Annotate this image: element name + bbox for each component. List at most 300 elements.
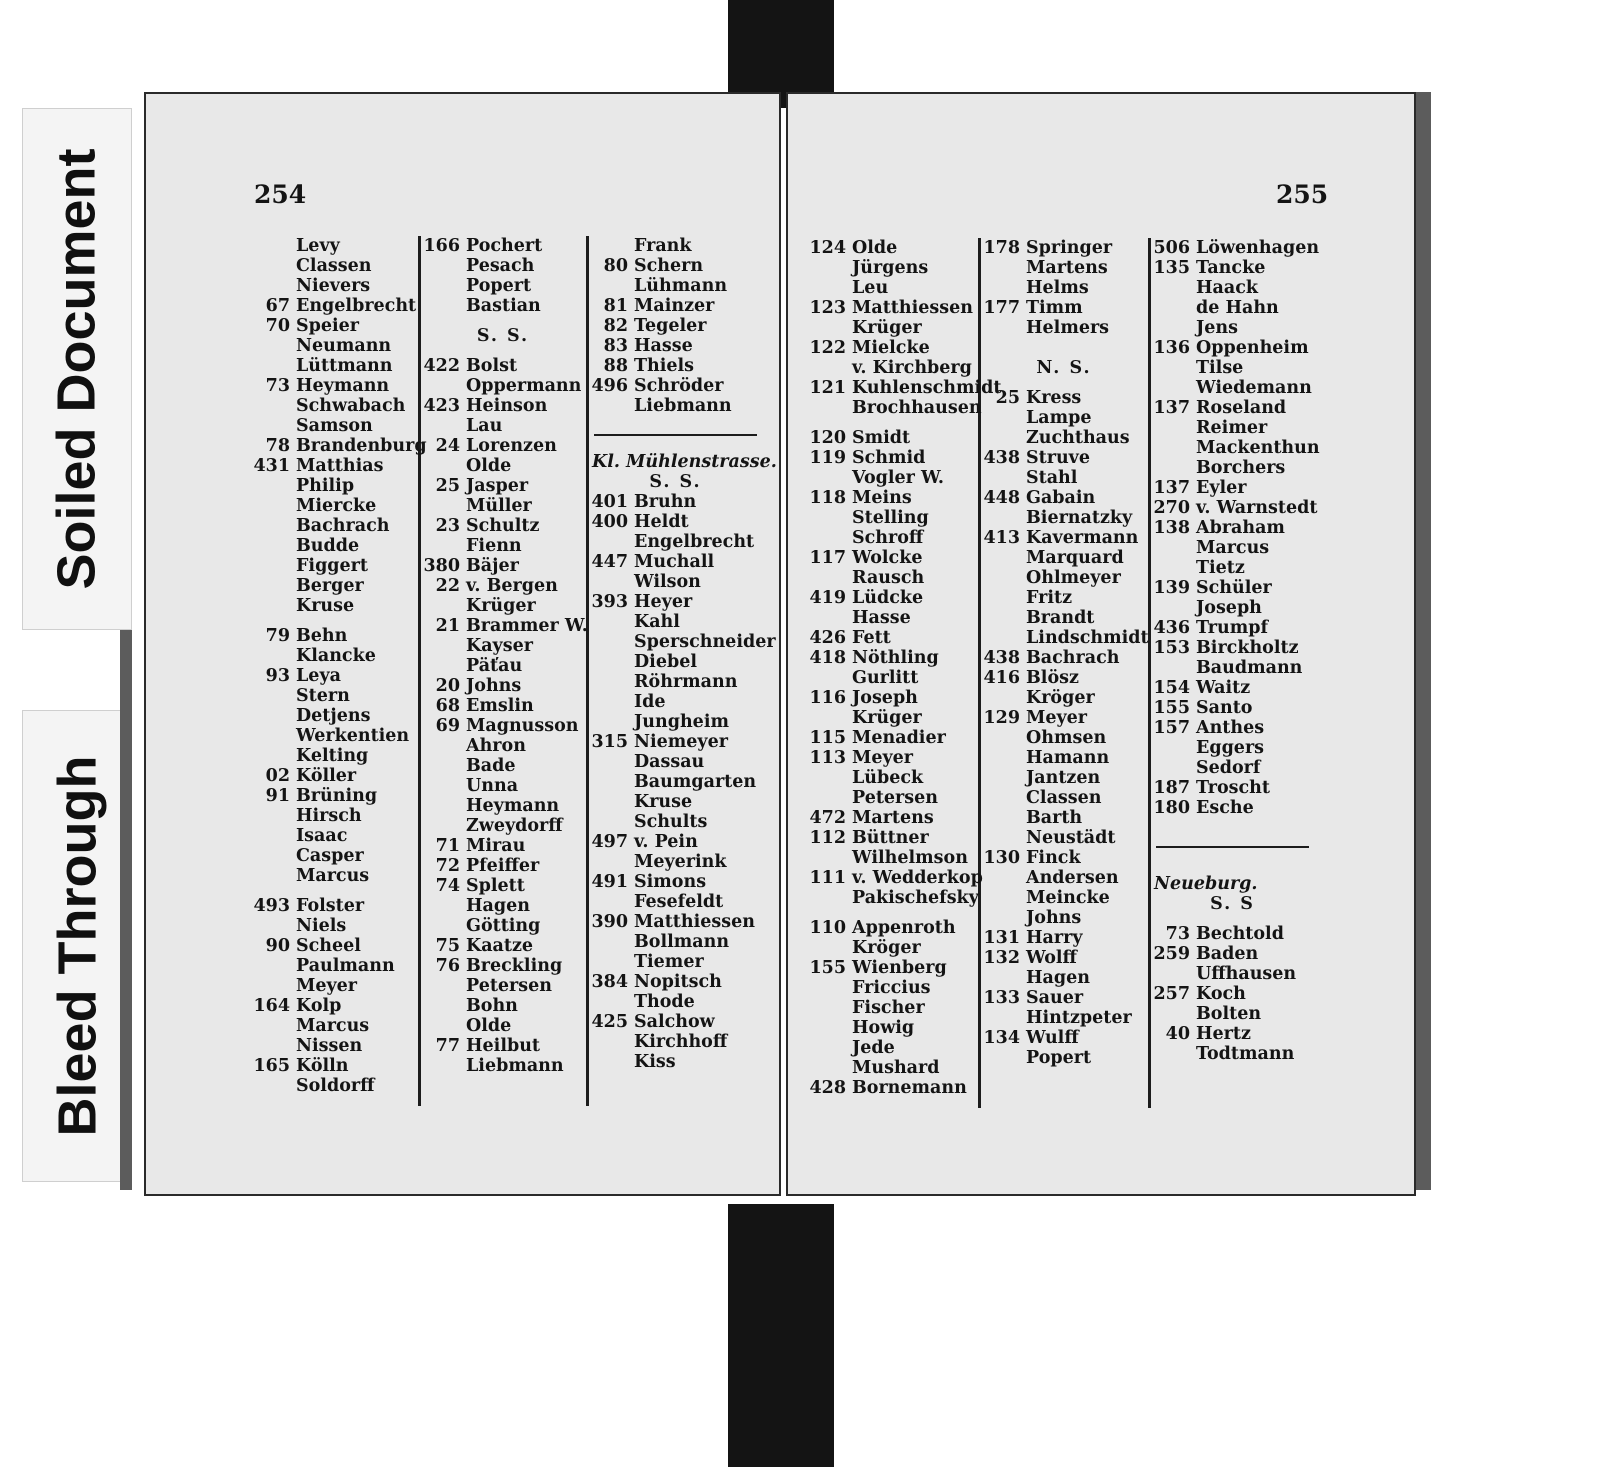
resident-name: Engelbrecht <box>634 532 755 552</box>
directory-entry <box>420 796 586 817</box>
resident-name: Schüler <box>1196 578 1272 598</box>
resident-name: Bade <box>466 756 516 776</box>
directory-entry <box>420 376 586 397</box>
directory-entry <box>1150 658 1315 679</box>
directory-entry <box>980 568 1148 589</box>
resident-name: Helmers <box>1026 318 1110 338</box>
resident-name: Leya <box>296 666 341 686</box>
resident-name: Thiels <box>634 356 695 376</box>
house-number: 113 <box>809 748 846 768</box>
directory-entry <box>420 716 586 737</box>
resident-name: Wilhelmson <box>852 848 968 868</box>
house-number: 164 <box>253 996 290 1016</box>
resident-name: Helms <box>1026 278 1089 298</box>
section-heading <box>420 326 586 347</box>
house-number: 384 <box>591 972 628 992</box>
directory-entry <box>250 866 418 887</box>
resident-name: Lorenzen <box>466 436 557 456</box>
directory-entry <box>980 908 1148 929</box>
directory-entry <box>420 936 586 957</box>
resident-name: Andersen <box>1026 868 1119 888</box>
section-heading <box>588 472 763 493</box>
resident-name: Santo <box>1196 698 1253 718</box>
directory-entry <box>980 1048 1148 1069</box>
directory-entry <box>588 1032 763 1053</box>
resident-name: Kelting <box>296 746 369 766</box>
resident-name: Kiss <box>634 1052 676 1072</box>
resident-name: Trumpf <box>1196 618 1268 638</box>
directory-entry <box>1150 618 1315 639</box>
resident-name: Lindschmidt <box>1026 628 1149 648</box>
house-number: 413 <box>983 528 1020 548</box>
house-number: 493 <box>253 896 290 916</box>
resident-name: Petersen <box>466 976 552 996</box>
resident-name: Diebel <box>634 652 697 672</box>
directory-entry <box>980 608 1148 629</box>
resident-name: Zuchthaus <box>1026 428 1130 448</box>
resident-name: Brammer W. <box>466 616 588 636</box>
directory-entry <box>250 436 427 457</box>
resident-name: Blösz <box>1026 668 1079 688</box>
resident-name: v. Warnstedt <box>1196 498 1318 518</box>
directory-entry <box>588 572 763 593</box>
directory-entry <box>420 776 586 797</box>
directory-entry <box>806 488 978 509</box>
directory-entry <box>806 258 978 279</box>
directory-entry <box>250 806 418 827</box>
resident-name: Götting <box>466 916 541 936</box>
directory-entry <box>806 708 978 729</box>
binding-strap-bottom <box>728 1204 834 1467</box>
house-number: 132 <box>983 948 1020 968</box>
house-number: 401 <box>591 492 628 512</box>
directory-entry <box>980 1028 1148 1049</box>
house-number: 134 <box>983 1028 1020 1048</box>
resident-name: Eyler <box>1196 478 1247 498</box>
directory-entry <box>980 408 1148 429</box>
spacer <box>1150 864 1315 874</box>
resident-name: Hasse <box>634 336 693 356</box>
directory-entry <box>980 708 1148 729</box>
resident-name: Menadier <box>852 728 946 748</box>
street-heading <box>1150 874 1315 895</box>
directory-entry <box>420 276 586 297</box>
directory-entry <box>420 836 586 857</box>
directory-entry <box>250 646 418 667</box>
resident-name: Soldorff <box>296 1076 375 1096</box>
house-number: 497 <box>591 832 628 852</box>
resident-name: Wilson <box>634 572 701 592</box>
house-number: 419 <box>809 588 846 608</box>
directory-entry <box>250 356 418 377</box>
directory-entry <box>980 488 1148 509</box>
directory-entry <box>980 278 1148 299</box>
resident-name: Joseph <box>852 688 918 708</box>
directory-entry <box>250 896 418 917</box>
resident-name: Kress <box>1026 388 1082 408</box>
directory-entry <box>1150 698 1315 719</box>
resident-name: Tancke <box>1196 258 1266 278</box>
resident-name: Meyer <box>296 976 358 996</box>
directory-entry <box>806 648 978 669</box>
directory-entry <box>806 1038 978 1059</box>
house-number: 93 <box>265 666 290 686</box>
resident-name: Behn <box>296 626 348 646</box>
house-number: 129 <box>983 708 1020 728</box>
directory-entry <box>420 696 586 717</box>
directory-entry <box>588 276 763 297</box>
resident-name: Pakischefsky <box>852 888 979 908</box>
directory-entry <box>806 568 978 589</box>
heading-text: N. S. <box>1036 358 1092 378</box>
house-number: 393 <box>591 592 628 612</box>
resident-name: Unna <box>466 776 519 796</box>
resident-name: Röhrmann <box>634 672 738 692</box>
directory-entry <box>1150 238 1320 259</box>
directory-entry <box>980 588 1148 609</box>
resident-name: Paulmann <box>296 956 395 976</box>
resident-name: Gurlitt <box>852 668 919 688</box>
directory-entry <box>806 1018 978 1039</box>
resident-name: Frank <box>634 236 692 256</box>
house-number: 131 <box>983 928 1020 948</box>
resident-name: Figgert <box>296 556 368 576</box>
resident-name: Olde <box>466 456 512 476</box>
resident-name: Breckling <box>466 956 563 976</box>
directory-entry <box>806 998 978 1019</box>
house-number: 491 <box>591 872 628 892</box>
resident-name: Finck <box>1026 848 1081 868</box>
directory-entry <box>980 528 1148 549</box>
directory-entry <box>250 846 418 867</box>
resident-name: Roseland <box>1196 398 1287 418</box>
heading-text: Kl. Mühlenstrasse. <box>592 452 777 472</box>
spacer <box>806 908 978 918</box>
directory-entry <box>588 552 763 573</box>
resident-name: Stelling <box>852 508 929 528</box>
resident-name: Baumgarten <box>634 772 757 792</box>
resident-name: Reimer <box>1196 418 1268 438</box>
directory-entry <box>420 436 586 457</box>
resident-name: Isaac <box>296 826 348 846</box>
house-number: 400 <box>591 512 628 532</box>
resident-name: Bechtold <box>1196 924 1284 944</box>
house-number: 73 <box>265 376 290 396</box>
resident-name: Schroff <box>852 528 924 548</box>
directory-entry <box>588 1012 763 1033</box>
resident-name: Krüger <box>852 318 922 338</box>
directory-entry <box>588 336 763 357</box>
book-spine-edge-left <box>120 630 132 1190</box>
directory-entry <box>588 612 763 633</box>
directory-entry <box>806 358 978 379</box>
resident-name: Friccius <box>852 978 931 998</box>
resident-name: Ahron <box>466 736 526 756</box>
directory-entry <box>806 378 1002 399</box>
resident-name: Nöthling <box>852 648 939 668</box>
house-number: 40 <box>1165 1024 1190 1044</box>
resident-name: Schern <box>634 256 704 276</box>
resident-name: Philip <box>296 476 355 496</box>
directory-entry <box>980 768 1148 789</box>
directory-entry <box>980 508 1148 529</box>
resident-name: Popert <box>1026 1048 1092 1068</box>
resident-name: Classen <box>1026 788 1102 808</box>
house-number: 88 <box>603 356 628 376</box>
resident-name: Budde <box>296 536 360 556</box>
house-number: 83 <box>603 336 628 356</box>
resident-name: Detjens <box>296 706 371 726</box>
resident-name: Marcus <box>296 1016 370 1036</box>
house-number: 138 <box>1153 518 1190 538</box>
resident-name: Sedorf <box>1196 758 1261 778</box>
resident-name: Tietz <box>1196 558 1245 578</box>
spacer <box>420 316 586 326</box>
directory-entry <box>1150 924 1315 945</box>
directory-entry <box>980 728 1148 749</box>
resident-name: Oppermann <box>466 376 582 396</box>
resident-name: Hirsch <box>296 806 362 826</box>
directory-entry <box>588 592 763 613</box>
resident-name: Stahl <box>1026 468 1078 488</box>
directory-entry <box>1150 798 1315 819</box>
resident-name: Sperschneider <box>634 632 776 652</box>
directory-entry <box>806 278 978 299</box>
directory-entry <box>420 1056 586 1077</box>
resident-name: Lübeck <box>852 768 924 788</box>
directory-entry <box>980 428 1148 449</box>
directory-entry <box>420 396 586 417</box>
house-number: 154 <box>1153 678 1190 698</box>
house-number: 438 <box>983 448 1020 468</box>
resident-name: Müller <box>466 496 532 516</box>
directory-entry <box>588 296 763 317</box>
directory-entry <box>420 736 586 757</box>
directory-entry <box>588 952 763 973</box>
resident-name: Dassau <box>634 752 705 772</box>
resident-name: Ohlmeyer <box>1026 568 1121 588</box>
directory-entry <box>420 496 586 517</box>
resident-name: v. Wedderkop <box>852 868 983 888</box>
resident-name: Fischer <box>852 998 925 1018</box>
house-number: 120 <box>809 428 846 448</box>
directory-entry <box>806 888 978 909</box>
resident-name: Mainzer <box>634 296 715 316</box>
directory-entry <box>806 628 978 649</box>
resident-name: v. Bergen <box>466 576 558 596</box>
resident-name: Bachrach <box>1026 648 1120 668</box>
bleed-through-label: Bleed Through <box>22 710 132 1182</box>
resident-name: Heldt <box>634 512 689 532</box>
spacer <box>806 418 978 428</box>
resident-name: Kahl <box>634 612 680 632</box>
resident-name: Niels <box>296 916 347 936</box>
house-number: 178 <box>983 238 1020 258</box>
directory-entry <box>1150 1004 1315 1025</box>
house-number: 123 <box>809 298 846 318</box>
directory-entry <box>250 686 418 707</box>
house-number: 177 <box>983 298 1020 318</box>
directory-entry <box>250 516 418 537</box>
resident-name: Kaatze <box>466 936 534 956</box>
house-number: 115 <box>809 728 846 748</box>
directory-entry <box>420 236 586 257</box>
directory-entry <box>588 316 763 337</box>
house-number: 72 <box>435 856 460 876</box>
resident-name: Esche <box>1196 798 1254 818</box>
directory-entry <box>250 596 418 617</box>
directory-entry <box>1150 778 1315 799</box>
directory-entry <box>420 1036 586 1057</box>
directory-entry <box>420 256 586 277</box>
directory-entry <box>1150 638 1315 659</box>
directory-entry <box>250 296 418 317</box>
directory-entry <box>1150 538 1315 559</box>
directory-entry <box>1150 678 1315 699</box>
directory-entry <box>420 896 586 917</box>
directory-entry <box>588 992 763 1013</box>
directory-entry <box>420 816 586 837</box>
resident-name: Nissen <box>296 1036 363 1056</box>
directory-entry <box>420 656 586 677</box>
directory-entry <box>980 258 1148 279</box>
resident-name: Hamann <box>1026 748 1110 768</box>
resident-name: Bohn <box>466 996 518 1016</box>
house-number: 426 <box>809 628 846 648</box>
house-number: 90 <box>265 936 290 956</box>
house-number: 259 <box>1153 944 1190 964</box>
directory-entry <box>806 528 978 549</box>
directory-entry <box>420 476 586 497</box>
directory-entry <box>250 276 418 297</box>
directory-entry <box>806 848 978 869</box>
house-number: 425 <box>591 1012 628 1032</box>
resident-name: Scheel <box>296 936 361 956</box>
resident-name: Haack <box>1196 278 1258 298</box>
resident-name: Jürgens <box>852 258 929 278</box>
directory-entry <box>1150 518 1315 539</box>
resident-name: Ohmsen <box>1026 728 1107 748</box>
resident-name: Bruhn <box>634 492 697 512</box>
directory-entry <box>420 456 586 477</box>
resident-name: Tilse <box>1196 358 1244 378</box>
directory-entry <box>1150 718 1315 739</box>
resident-name: Wolcke <box>852 548 923 568</box>
directory-entry <box>588 872 763 893</box>
house-number: 111 <box>809 868 846 888</box>
directory-entry <box>250 316 418 337</box>
resident-name: Hagen <box>466 896 530 916</box>
resident-name: Fett <box>852 628 891 648</box>
resident-name: de Hahn <box>1196 298 1279 318</box>
directory-entry <box>806 398 982 419</box>
house-number: 23 <box>435 516 460 536</box>
directory-entry <box>250 766 418 787</box>
directory-entry <box>588 772 763 793</box>
directory-entry <box>420 956 586 977</box>
resident-name: Abraham <box>1196 518 1285 538</box>
resident-name: Tegeler <box>634 316 707 336</box>
directory-entry <box>980 828 1148 849</box>
house-number: 68 <box>435 696 460 716</box>
directory-entry <box>588 812 763 833</box>
directory-entry <box>1150 318 1315 339</box>
resident-name: Heinson <box>466 396 548 416</box>
house-number: 71 <box>435 836 460 856</box>
column-1 <box>250 236 427 1106</box>
directory-entry <box>806 588 978 609</box>
directory-entry <box>588 492 763 513</box>
resident-name: Casper <box>296 846 364 866</box>
left-page <box>144 92 781 1196</box>
house-number: 20 <box>435 676 460 696</box>
house-number: 448 <box>983 488 1020 508</box>
directory-entry <box>588 632 776 653</box>
resident-name: Jasper <box>466 476 529 496</box>
resident-name: Meins <box>852 488 912 508</box>
resident-name: Matthias <box>296 456 384 476</box>
resident-name: Folster <box>296 896 365 916</box>
resident-name: Emslin <box>466 696 534 716</box>
house-number: 418 <box>809 648 846 668</box>
directory-entry <box>806 318 978 339</box>
resident-name: Krüger <box>466 596 536 616</box>
resident-name: Heyer <box>634 592 693 612</box>
directory-entry <box>588 912 763 933</box>
directory-entry <box>250 1056 418 1077</box>
resident-name: Popert <box>466 276 532 296</box>
resident-name: Howig <box>852 1018 915 1038</box>
directory-entry <box>980 448 1148 469</box>
house-number: 137 <box>1153 398 1190 418</box>
resident-name: Brüning <box>296 786 378 806</box>
house-number: 416 <box>983 668 1020 688</box>
resident-name: Leu <box>852 278 889 298</box>
resident-name: Mirau <box>466 836 526 856</box>
resident-name: Pfeiffer <box>466 856 540 876</box>
resident-name: Meyerink <box>634 852 727 872</box>
resident-name: Lüdcke <box>852 588 924 608</box>
house-number: 117 <box>809 548 846 568</box>
resident-name: Baudmann <box>1196 658 1303 678</box>
resident-name: Schultz <box>466 516 540 536</box>
directory-entry <box>1150 458 1315 479</box>
directory-entry <box>250 236 418 257</box>
directory-entry <box>588 652 763 673</box>
column-2 <box>980 238 1151 1108</box>
directory-entry <box>420 556 586 577</box>
resident-name: Bolst <box>466 356 518 376</box>
directory-entry <box>588 356 763 377</box>
directory-entry <box>588 376 763 397</box>
directory-entry <box>1150 278 1315 299</box>
spacer <box>250 616 418 626</box>
directory-entry <box>250 576 418 597</box>
directory-entry <box>1150 578 1315 599</box>
directory-entry <box>980 668 1148 689</box>
house-number: 24 <box>435 436 460 456</box>
spacer <box>250 886 418 896</box>
directory-entry <box>806 1078 978 1099</box>
house-number: 22 <box>435 576 460 596</box>
house-number: 180 <box>1153 798 1190 818</box>
book-page-edges-right <box>1415 92 1431 1190</box>
resident-name: Ide <box>634 692 666 712</box>
resident-name: Miercke <box>296 496 377 516</box>
resident-name: Springer <box>1026 238 1113 258</box>
house-number: 81 <box>603 296 628 316</box>
directory-entry <box>806 668 978 689</box>
